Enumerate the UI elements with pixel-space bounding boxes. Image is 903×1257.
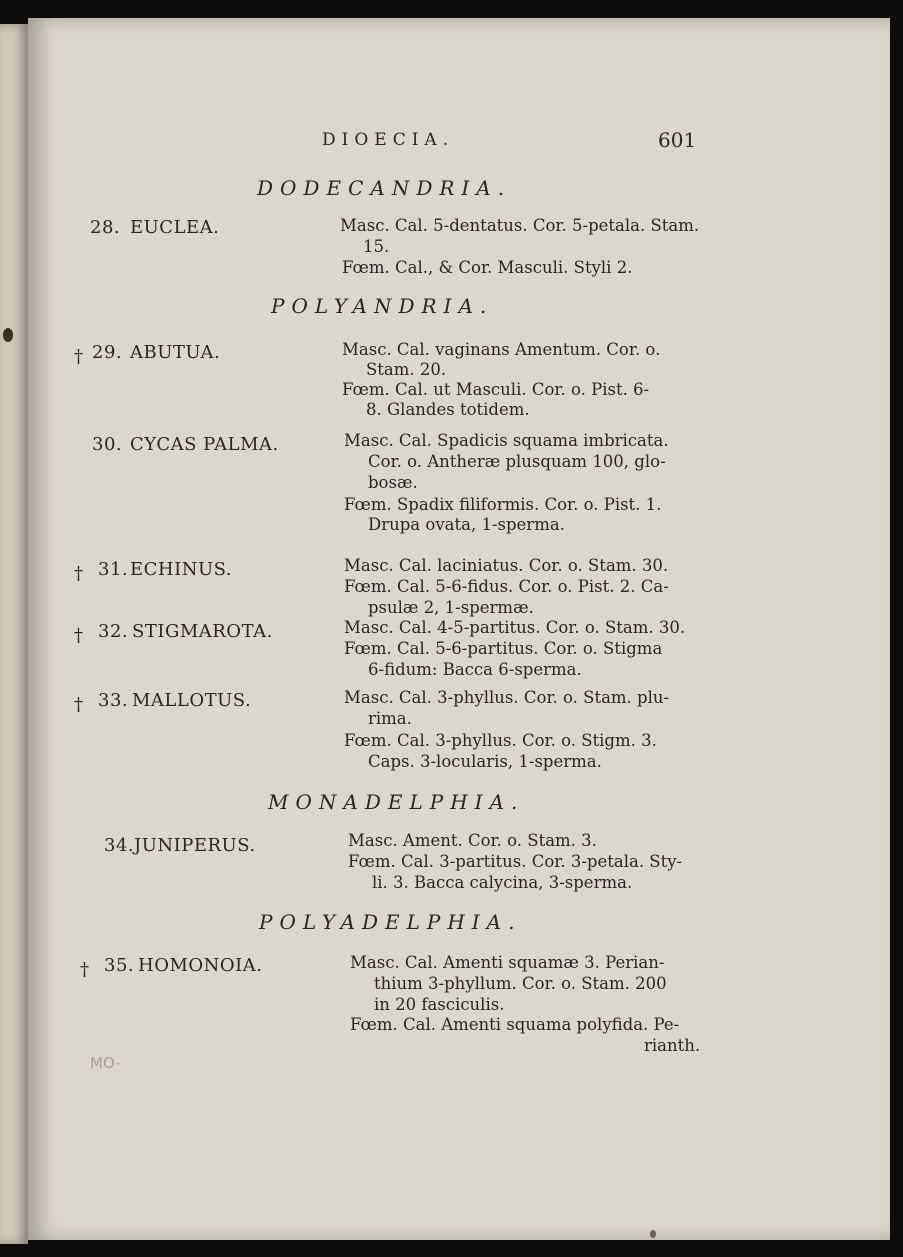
dagger-mark: †	[74, 346, 83, 367]
description-line: in 20 fasciculis.	[374, 995, 505, 1014]
page-number: 601	[658, 128, 697, 152]
genus-name: ABUTUA.	[130, 342, 221, 363]
genus-number: 31.	[98, 559, 129, 580]
description-line: Fœm. Cal. ut Masculi. Cor. o. Pist. 6-	[342, 380, 650, 399]
description-line: Masc. Cal. 5-dentatus. Cor. 5-petala. Stam.	[340, 216, 700, 235]
genus-number: 35.	[104, 955, 135, 976]
genus-number: 33.	[98, 690, 129, 711]
description-line: Masc. Cal. 3-phyllus. Cor. o. Stam. plu-	[344, 688, 670, 707]
description-line: Fœm. Cal. 3-phyllus. Cor. o. Stigm. 3.	[344, 731, 657, 750]
dagger-mark: †	[80, 959, 89, 980]
paper-stain	[650, 1230, 656, 1238]
description-line: Masc. Cal. Amenti squamæ 3. Perian-	[350, 953, 665, 972]
book-page	[28, 18, 890, 1240]
description-line: rianth.	[644, 1036, 701, 1055]
description-line: Masc. Cal. vaginans Amentum. Cor. o.	[342, 340, 661, 359]
description-line: Drupa ovata, 1-sperma.	[368, 515, 565, 534]
genus-name: JUNIPERUS.	[134, 835, 256, 856]
description-line: bosæ.	[368, 473, 418, 492]
description-line: Caps. 3-locularis, 1-sperma.	[368, 752, 602, 771]
description-line: li. 3. Bacca calycina, 3-sperma.	[372, 873, 633, 892]
running-header: DIOECIA.	[322, 130, 455, 150]
description-line: Masc. Cal. laciniatus. Cor. o. Stam. 30.	[344, 556, 669, 575]
description-line: Stam. 20.	[366, 360, 447, 379]
genus-number: 34.	[104, 835, 135, 856]
genus-name: MALLOTUS.	[132, 690, 252, 711]
description-line: Fœm. Cal. Amenti squama polyfida. Pe-	[350, 1015, 680, 1034]
description-line: 15.	[363, 237, 390, 256]
dagger-mark: †	[74, 563, 83, 584]
description-line: rima.	[368, 709, 412, 728]
genus-name: ECHINUS.	[130, 559, 233, 580]
margin-pencil-note: MO-	[90, 1054, 121, 1072]
facing-page-edge	[0, 24, 28, 1244]
description-line: Masc. Cal. 4-5-partitus. Cor. o. Stam. 30.	[344, 618, 686, 637]
genus-name: CYCAS PALMA.	[130, 434, 279, 455]
dagger-mark: †	[74, 625, 83, 646]
genus-name: EUCLEA.	[130, 217, 220, 238]
section-heading-polyadelphia: POLYADELPHIA.	[259, 910, 522, 934]
genus-number: 28.	[90, 217, 121, 238]
description-line: Fœm. Cal. 5-6-partitus. Cor. o. Stigma	[344, 639, 663, 658]
description-line: Fœm. Cal., & Cor. Masculi. Styli 2.	[342, 258, 633, 277]
genus-number: 32.	[98, 621, 129, 642]
genus-number: 30.	[92, 434, 123, 455]
binding-hole	[3, 328, 13, 342]
description-line: thium 3-phyllum. Cor. o. Stam. 200	[374, 974, 667, 993]
genus-name: STIGMAROTA.	[132, 621, 273, 642]
section-heading-polyandria: POLYANDRIA.	[271, 294, 494, 318]
description-line: 6-fidum: Bacca 6-sperma.	[368, 660, 582, 679]
description-line: Cor. o. Antheræ plusquam 100, glo-	[368, 452, 666, 471]
description-line: Masc. Ament. Cor. o. Stam. 3.	[348, 831, 597, 850]
section-heading-dodecandria: DODECANDRIA.	[257, 176, 512, 200]
description-line: Fœm. Cal. 3-partitus. Cor. 3-petala. Sty-	[348, 852, 683, 871]
description-line: psulæ 2, 1-spermæ.	[368, 598, 534, 617]
genus-name: HOMONOIA.	[138, 955, 263, 976]
description-line: Fœm. Spadix filiformis. Cor. o. Pist. 1.	[344, 495, 662, 514]
genus-number: 29.	[92, 342, 123, 363]
section-heading-monadelphia: MONADELPHIA.	[268, 790, 525, 814]
description-line: Masc. Cal. Spadicis squama imbricata.	[344, 431, 669, 450]
description-line: Fœm. Cal. 5-6-fidus. Cor. o. Pist. 2. Ca-	[344, 577, 669, 596]
description-line: 8. Glandes totidem.	[366, 400, 530, 419]
dagger-mark: †	[74, 694, 83, 715]
